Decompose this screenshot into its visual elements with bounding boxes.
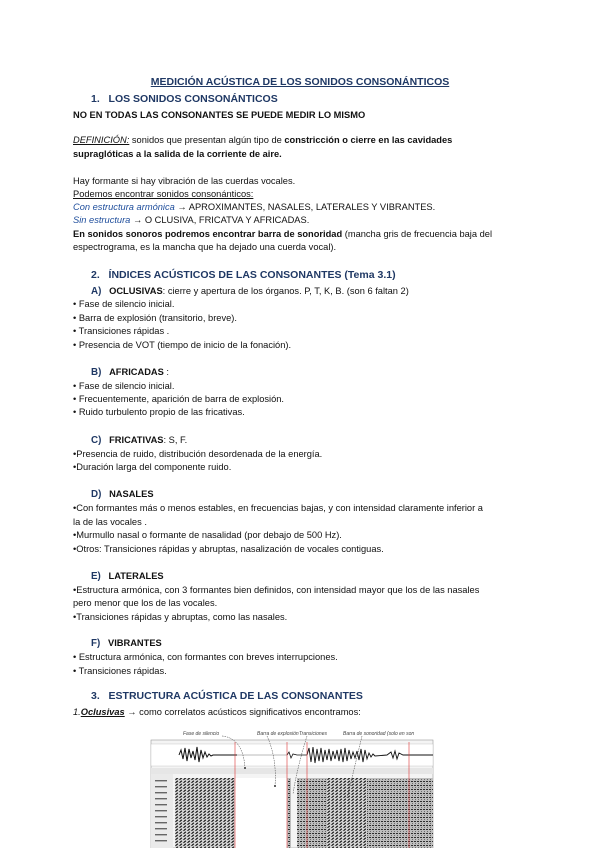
list-item: •Murmullo nasal o formante de nasalidad (por debajo de 500 Hz). [73, 530, 342, 540]
occlusive-line [73, 706, 361, 718]
subsection-letter: A) [91, 286, 102, 297]
voiced-text: (mancha gris de frecuencia baja del [342, 229, 493, 239]
with-structure-label: Con estructura armónica [73, 202, 175, 212]
list-item: •Otros: Transiciones rápidas y abruptas, nasalización de vocales contiguas. [73, 544, 384, 554]
without-structure-line [73, 214, 309, 226]
arrow: → [130, 215, 145, 225]
subsection-d-heading [91, 488, 154, 501]
subsection-letter: F) [91, 638, 101, 649]
definition-text: sonidos que presentan algún tipo de [129, 135, 285, 145]
subsection-letter: E) [91, 571, 101, 582]
list-item: • Fase de silencio inicial. [73, 381, 175, 391]
without-structure-text: O CLUSIVA, FRICATVA Y AFRICADAS. [144, 215, 310, 225]
subsection-name: NASALES [109, 489, 154, 499]
without-structure-label: Sin estructura [73, 215, 131, 225]
occlusive-label: Oclusivas [80, 707, 125, 717]
voiced-line-2: espectrograma, es la mancha que ha dejado una cuerda vocal). [73, 242, 337, 252]
section-number: 2. [91, 269, 100, 281]
figure-label-burst: Barra de explosión [257, 731, 299, 737]
section-title: ESTRUCTURA ACÚSTICA DE LAS CONSONANTES [108, 690, 363, 702]
arrow: → [174, 202, 189, 212]
subsection-e-heading [91, 570, 164, 583]
section-title: ÍNDICES ACÚSTICOS DE LAS CONSONANTES (Tema 3.1) [108, 269, 396, 281]
with-structure-line [73, 201, 435, 213]
list-item: • Barra de explosión (transitorio, breve). [73, 313, 237, 323]
formant-note: Hay formante si hay vibración de las cuerdas vocales. [73, 176, 296, 186]
list-item: • Frecuentemente, aparición de barra de explosión. [73, 394, 285, 404]
figure-label-silence: Fase de silencio [183, 731, 220, 737]
subsection-name: LATERALES [108, 571, 164, 581]
subsection-desc: : cierre y apertura de los órganos. P, T, K, B. (son 6 faltan 2) [162, 286, 409, 296]
list-item: •Con formantes más o menos estables, en frecuencias bajas, y con intensidad claramente inferior a [73, 503, 483, 513]
section-number: 3. [91, 690, 100, 702]
subsection-name: VIBRANTES [108, 638, 162, 648]
definition-label: DEFINICIÓN: [73, 135, 130, 145]
subsection-letter: B) [91, 367, 102, 378]
subsection-f-heading [91, 637, 162, 650]
with-structure-text: APROXIMANTES, NASALES, LATERALES Y VIBRANTES. [188, 202, 436, 212]
subsection-c-heading [91, 434, 187, 447]
subsection-desc: : [163, 367, 170, 377]
subsection-name: OCLUSIVAS [109, 286, 163, 296]
spectrogram-figure [147, 728, 437, 848]
subsection-desc: : S, F. [163, 435, 188, 445]
occlusive-text: → como correlatos acústicos significativos encontramos: [124, 707, 361, 717]
list-item: • Presencia de VOT (tiempo de inicio de la fonación). [73, 340, 292, 350]
list-item: • Ruido turbulento propio de las fricativas. [73, 407, 245, 417]
voiced-bold: En sonidos sonoros podremos encontrar barra de sonoridad [73, 229, 343, 239]
subsection-name: AFRICADAS [109, 367, 164, 377]
spectrogram-image [147, 728, 437, 848]
item-number: 1. [73, 707, 81, 717]
section-2-heading [91, 269, 396, 281]
definition-line-1 [73, 134, 452, 146]
section-3-heading [91, 690, 363, 702]
list-item: • Transiciones rápidas . [73, 326, 170, 336]
page-title: MEDICIÓN ACÚSTICA DE LOS SONIDOS CONSONÁNTICOS [150, 76, 450, 88]
list-item: • Transiciones rápidas. [73, 666, 167, 676]
definition-line-2: supraglóticas a la salida de la corriente de aire. [73, 149, 282, 159]
list-item: •Estructura armónica, con 3 formantes bien definidos, con intensidad mayor que los de las nasales [73, 585, 480, 595]
voiced-line-1 [73, 228, 492, 240]
list-item: •Transiciones rápidas y abruptas, como las nasales. [73, 612, 288, 622]
figure-label-transitions: Transiciones [299, 731, 327, 737]
subsection-b-heading [91, 366, 169, 379]
section-1-heading [91, 93, 278, 105]
list-item: la de las vocales . [73, 517, 147, 527]
figure-label-voicing: Barra de sonoridad (solo en son [343, 731, 415, 737]
not-all-note: NO EN TODAS LAS CONSONANTES SE PUEDE MEDIR LO MISMO [73, 110, 366, 120]
section-title: LOS SONIDOS CONSONÁNTICOS [108, 93, 278, 105]
subsection-a-heading [91, 285, 409, 298]
find-heading: Podemos encontrar sonidos consonánticos: [73, 189, 254, 199]
list-item: •Presencia de ruido, distribución desordenada de la energía. [73, 449, 323, 459]
subsection-letter: D) [91, 489, 102, 500]
list-item: pero menor que los de las vocales. [73, 598, 218, 608]
section-number: 1. [91, 93, 100, 105]
list-item: • Fase de silencio inicial. [73, 299, 175, 309]
list-item: • Estructura armónica, con formantes con breves interrupciones. [73, 652, 338, 662]
definition-bold: constricción o cierre en las cavidades [284, 135, 453, 145]
subsection-name: FRICATIVAS [109, 435, 164, 445]
subsection-letter: C) [91, 435, 102, 446]
list-item: •Duración larga del componente ruido. [73, 462, 232, 472]
